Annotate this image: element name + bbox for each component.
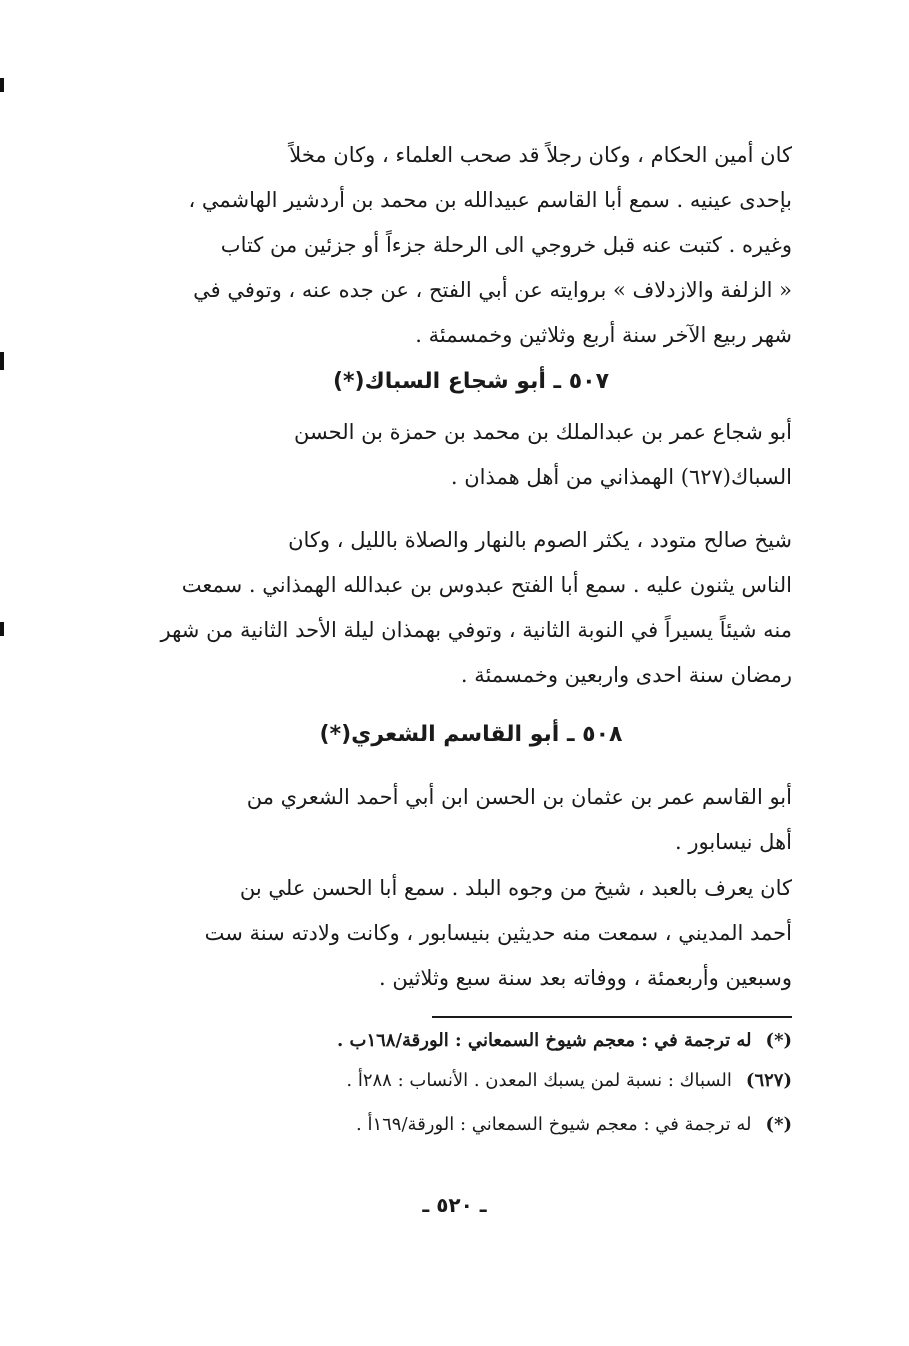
text-line: « الزلفة والازدلاف » بروايته عن أبي الفتح ، عن جده عنه ، وتوفي في [193, 278, 792, 302]
scan-edge-mark [0, 622, 4, 636]
entry-507-identity [150, 410, 792, 500]
text-line: السباك(٦٢٧) الهمذاني من أهل همذان . [450, 465, 792, 489]
entry-506-continuation [150, 133, 792, 358]
text-line: شهر ربيع الآخر سنة أربع وثلاثين وخمسمئة . [415, 323, 792, 347]
footnote [150, 1108, 792, 1142]
footnote-marker: (*) [765, 1030, 792, 1051]
text-line: أهل نيسابور . [675, 830, 792, 854]
entry-507-heading: ٥٠٧ ـ أبو شجاع السباك(*) [332, 369, 610, 394]
footnote-text: السباك : نسبة لمن يسبك المعدن . الأنساب : ٢٨٨أ . [346, 1070, 732, 1091]
text-line: وغيره . كتبت عنه قبل خروجي الى الرحلة جزءاً أو جزئين من كتاب [220, 233, 792, 257]
text-line: شيخ صالح متودد ، يكثر الصوم بالنهار والصلاة بالليل ، وكان [288, 528, 792, 552]
scan-edge-mark [0, 78, 4, 92]
text-line: أحمد المديني ، سمعت منه حديثين بنيسابور ، وكانت ولادته سنة ست [204, 921, 792, 945]
footnote-text: له ترجمة في : معجم شيوخ السمعاني : الورقة/١٦٨ب . [336, 1030, 752, 1051]
footnote [150, 1064, 792, 1098]
footnote [150, 1024, 792, 1058]
text-line: منه شيئاً يسيراً في النوبة الثانية ، وتوفي بهمذان ليلة الأحد الثانية من شهر [160, 618, 792, 642]
scan-edge-mark [0, 352, 4, 370]
page-number: ـ ٥٢٠ ـ [422, 1193, 487, 1217]
text-line: أبو القاسم عمر بن عثمان بن الحسن ابن أبي أحمد الشعري من [246, 785, 792, 809]
footnote-separator [432, 1016, 792, 1018]
footnote-text: له ترجمة في : معجم شيوخ السمعاني : الورقة/١٦٩أ . [356, 1114, 752, 1135]
text-line: وسبعين وأربعمئة ، ووفاته بعد سنة سبع وثلاثين . [378, 966, 792, 990]
text-line: الناس يثنون عليه . سمع أبا الفتح عبدوس بن عبدالله الهمذاني . سمعت [181, 573, 792, 597]
entry-508-identity [150, 775, 792, 865]
entry-508-body [150, 866, 792, 1001]
text-line: بإحدى عينيه . سمع أبا القاسم عبيدالله بن محمد بن أردشير الهاشمي ، [188, 188, 792, 212]
footnote-marker: (٦٢٧) [745, 1070, 792, 1091]
text-line: كان أمين الحكام ، وكان رجلاً قد صحب العلماء ، وكان مخلاً [289, 143, 792, 167]
text-line: رمضان سنة احدى واربعين وخمسمئة . [460, 663, 792, 687]
text-line: أبو شجاع عمر بن عبدالملك بن محمد بن حمزة بن الحسن [293, 420, 792, 444]
footnote-marker: (*) [765, 1114, 792, 1135]
entry-508-heading: ٥٠٨ ـ أبو القاسم الشعري(*) [319, 722, 623, 747]
entry-507-body [150, 518, 792, 698]
text-line: كان يعرف بالعبد ، شيخ من وجوه البلد . سمع أبا الحسن علي بن [239, 876, 792, 900]
